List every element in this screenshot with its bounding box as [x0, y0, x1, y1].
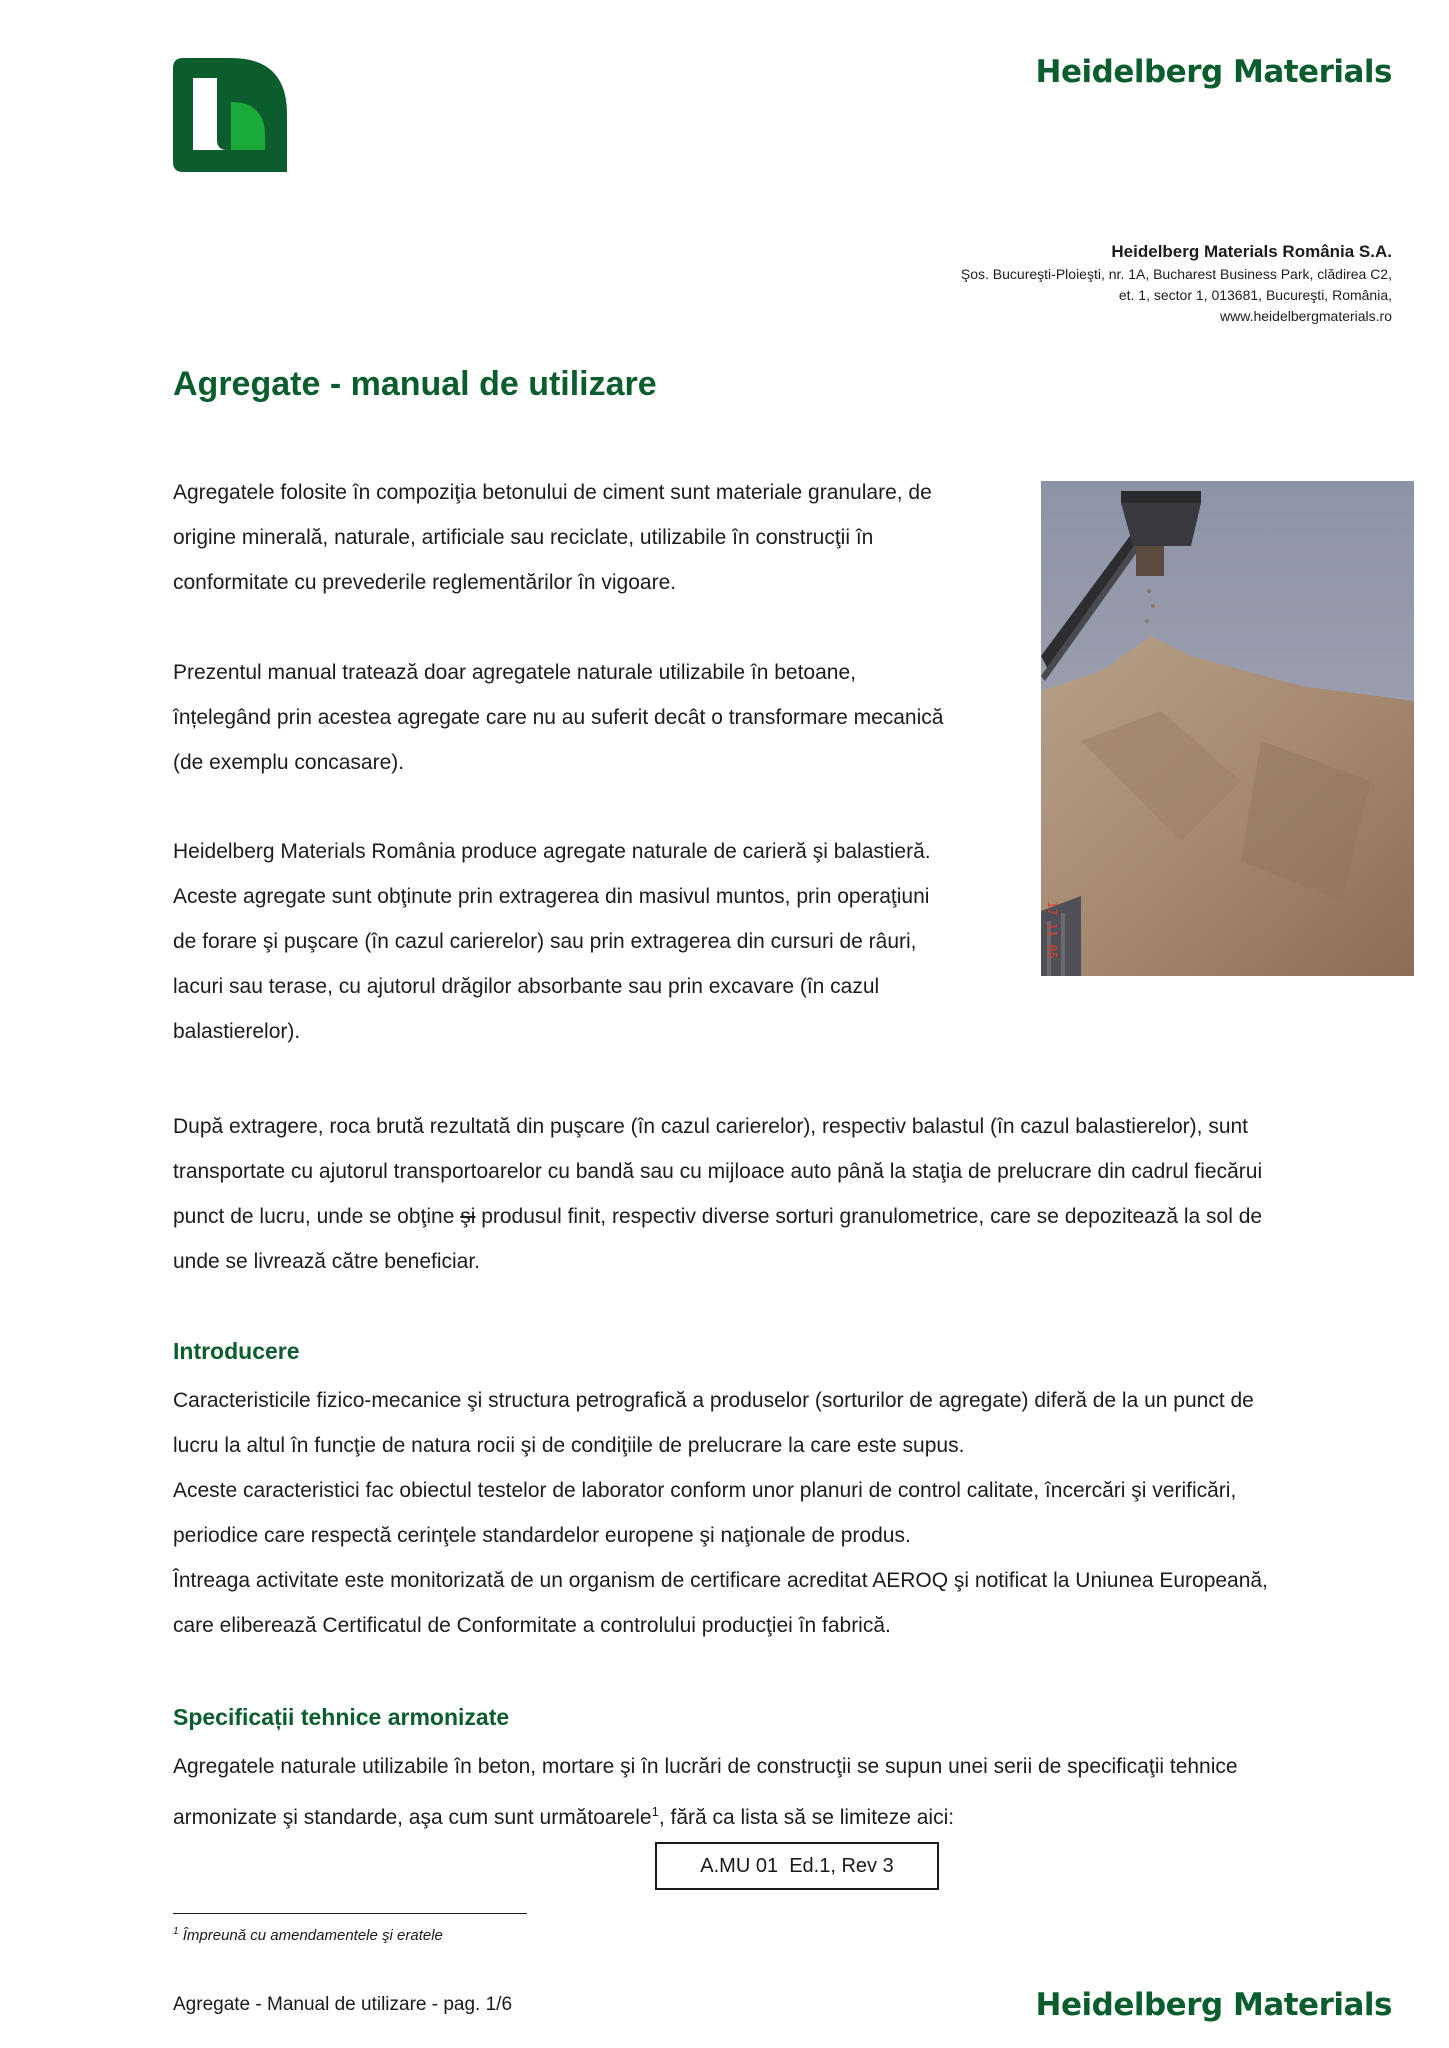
footer-brand-name: Heidelberg Materials — [1035, 1987, 1392, 2023]
company-address-block — [792, 240, 1392, 327]
footnote-divider — [173, 1913, 527, 1914]
footnote — [173, 1926, 443, 1944]
intro-paragraph-1: Agregatele folosite în compoziţia betonului de ciment sunt materiale granulare, de origine minerală, naturale, artificiale sau reciclate, utilizabile în construcţii în conformitate cu prevederile reglementărilor în vigoare. — [173, 481, 932, 594]
address-line-2: et. 1, sector 1, 013681, Bucureşti, România, — [1118, 287, 1392, 303]
company-name: Heidelberg Materials România S.A. — [1111, 242, 1392, 261]
section-heading-introducere: Introducere — [173, 1338, 300, 1364]
section-introducere-body: Caracteristicile fizico-mecanice şi structura petrografică a produselor (sorturilor de agregate) diferă de la un punct de lucru la altul în funcţie de natura rocii şi de condiţiile de prelucrare la care este supus. Aceste caracteristici fac obiectul testelor de laborator conform unor planuri de control calitate, încercări şi verificări, periodice care respectă cerinţele standardelor europene şi naţionale de produs. Întreaga activitate este monitorizată de un organism de certificare acreditat AEROQ şi notificat la Uniunea Europeană, care eliberează Certificatul de Conformitate a controlului producţiei în fabrică. — [173, 1389, 1268, 1637]
address-line-1: Şos. Bucureşti-Ploieşti, nr. 1A, Bucharest Business Park, clădirea C2, — [960, 266, 1392, 282]
footnote-reference[interactable]: 1 — [651, 1804, 659, 1819]
section-specificatii-body: Agregatele naturale utilizabile în beton, mortare şi în lucrări de construcţii se supun unei serii de specificaţii tehnice armonizate şi standarde, aşa cum sunt următoarele$^1$, fără ca lista să se limiteze aici: — [173, 1755, 1238, 1829]
company-logo — [173, 58, 287, 172]
section-heading-specificatii: Specificații tehnice armonizate — [173, 1704, 510, 1730]
website-link[interactable]: www.heidelbergmaterials.ro — [1220, 308, 1392, 324]
aggregate-stockpile-photo — [1041, 481, 1414, 976]
footnote-marker: 1 — [173, 1926, 179, 1937]
footer-page-label: Agregate - Manual de utilizare - pag. 1/6 — [173, 1994, 513, 2015]
header-brand-name: Heidelberg Materials — [1035, 54, 1392, 90]
document-code: A.MU 01 Ed.1, Rev 3 — [700, 1855, 894, 1877]
photo-date-stamp: 17 11 05 — [1045, 901, 1059, 959]
intro-paragraph-4: După extragere, roca brută rezultată din puşcare (în cazul carierelor), respectiv balastul (în cazul balastierelor), sunt transportate cu ajutorul transportoarelor cu bandă sau cu mijloace auto până la staţia de prelucrare din cadrul fiecărui punct de lucru, unde se obţine şi produsul finit, respectiv diverse sorturi granulometrice, care se depozitează la sol de unde se livrează către beneficiar. — [173, 1115, 1263, 1273]
footnote-text: Împreună cu amendamentele şi eratele — [182, 1927, 443, 1944]
intro-paragraph-3: Heidelberg Materials România produce agregate naturale de carieră şi balastieră. Aceste agregate sunt obţinute prin extragerea din masivul muntos, prin operaţiuni de forare şi puşcare (în cazul carierelor) sau prin extragerea din cursuri de râuri, lacuri sau terase, cu ajutorul drăgilor absorbante sau prin excavare (în cazul balastierelor). — [173, 840, 931, 1043]
page-title: Agregate - manual de utilizare — [173, 365, 657, 403]
intro-paragraph-2: Prezentul manual tratează doar agregatele naturale utilizabile în betoane, înțelegând prin acestea agregate care nu au suferit decât o transformare mecanică (de exemplu concasare). — [173, 661, 944, 774]
document-code-box — [655, 1842, 939, 1890]
struck-word: şi — [460, 1205, 476, 1228]
